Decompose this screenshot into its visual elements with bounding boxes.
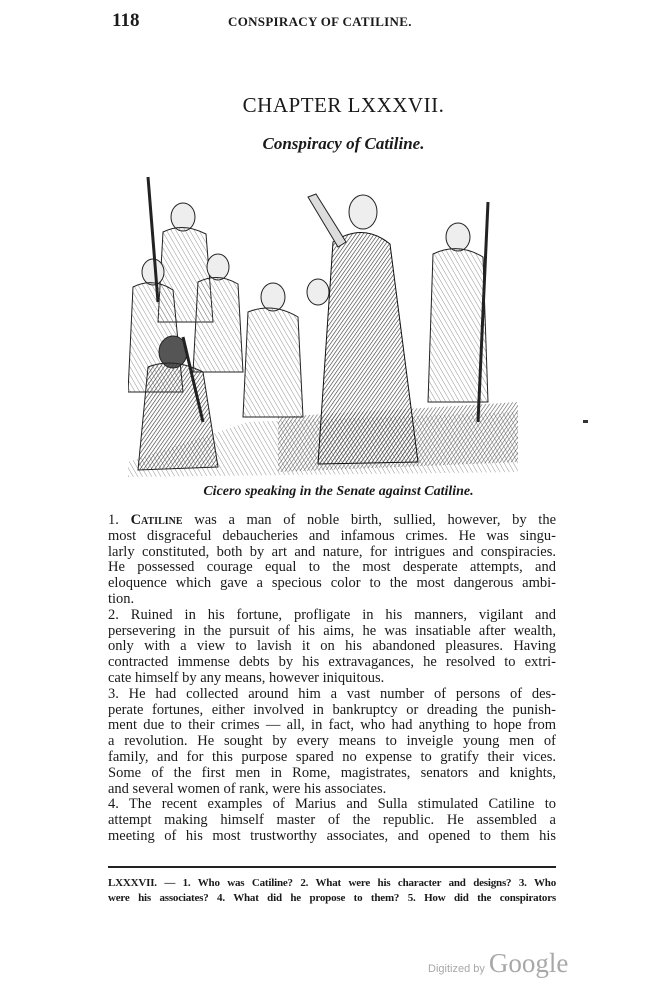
text-line: persevering in the pursuit of his aims, he was insatiable after wealth, — [108, 623, 556, 639]
text-line: Some of the first men in Rome, magistrates, senators and knights, — [108, 765, 556, 781]
scan-speck — [583, 420, 588, 423]
google-logo: Google — [488, 948, 569, 978]
paragraph-number: 1. — [108, 513, 119, 528]
text-line: most disgraceful debaucheries and infamous crimes. He was singu- — [108, 528, 556, 544]
text-line: 2. Ruined in his fortune, profligate in his manners, vigilant and — [108, 607, 556, 623]
text-line: meeting of his most trustworthy associates, and opened to them his — [108, 828, 556, 844]
text-line: family, and for this purpose spared no expense to gratify their vices. — [108, 749, 556, 765]
page-number: 118 — [112, 10, 140, 31]
text-line: cate himself by any means, however iniquitous. — [108, 670, 385, 686]
engraving-illustration — [128, 172, 518, 480]
footnote-divider — [108, 866, 556, 868]
text-line: 4. The recent examples of Marius and Sulla stimulated Catiline to — [108, 797, 556, 813]
text-line — [108, 513, 556, 529]
text-line: contracted immense debts by his extravagances, he resolved to extri- — [108, 655, 556, 671]
text-line: a revolution. He sought by every means to inveigle young men of — [108, 734, 556, 750]
text-line: larly constituted, both by art and nature, for intrigues and conspiracies. — [108, 544, 556, 560]
text-line: tion. — [108, 591, 135, 607]
text-line: perate fortunes, either involved in bankruptcy or dreading the punish- — [108, 702, 556, 718]
body-text — [108, 513, 556, 845]
text-line: He possessed courage equal to the most desperate attempts, and — [108, 560, 556, 576]
text-line: 3. He had collected around him a vast number of persons of des- — [108, 686, 556, 702]
text-line: eloquence which gave a specious color to the most dangerous ambi- — [108, 576, 556, 592]
digitized-by-google-watermark — [428, 948, 568, 979]
chapter-title: CHAPTER LXXXVII. — [242, 93, 445, 117]
text-line: attempt making himself master of the republic. He assembled a — [108, 813, 556, 829]
footnote-line: LXXXVII. — 1. Who was Catiline? 2. What were his character and designs? 3. Who — [108, 877, 556, 889]
footnote-line: were his associates? 4. What did he propose to them? 5. How did the conspirators — [108, 892, 556, 904]
running-head: CONSPIRACY OF CATILINE. — [228, 14, 412, 29]
text-line: ment due to their crimes — all, in fact, who had anything to hope from — [108, 718, 556, 734]
illustration-caption: Cicero speaking in the Senate against Catiline. — [203, 484, 474, 499]
chapter-subtitle: Conspiracy of Catiline. — [262, 134, 425, 153]
text-line: and several women of rank, were his associates. — [108, 781, 387, 797]
watermark-prefix: Digitized by — [428, 963, 485, 975]
text-line: only with a view to lavish it on his abandoned pleasures. Having — [108, 639, 556, 655]
footnote-questions — [108, 876, 556, 906]
lead-name: Catiline — [130, 513, 183, 528]
text-line-rest: was a man of noble birth, sullied, however, by the — [194, 513, 556, 528]
